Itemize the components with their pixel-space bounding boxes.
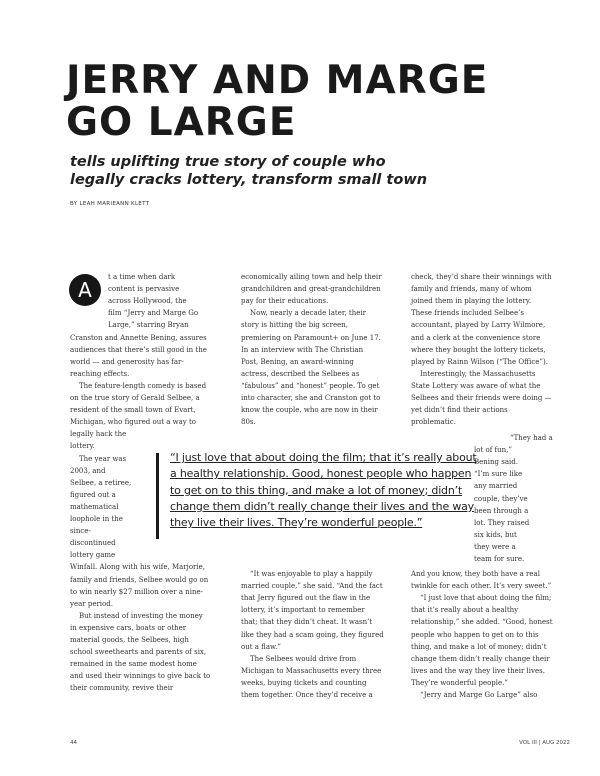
body-text-line: that; that they didn’t cheat. It wasn’t bbox=[241, 618, 373, 627]
body-text-line: on the true story of Gerald Selbee, a bbox=[70, 394, 200, 402]
body-text-line: These friends included Selbee’s bbox=[411, 309, 524, 318]
pull-quote-bar bbox=[156, 453, 159, 539]
body-text-line: where they bought the lottery tickets, bbox=[411, 345, 546, 354]
body-text-line: State Lottery was aware of what the bbox=[411, 381, 541, 390]
body-text-line: played by Rainn Wilson (“The Office”). bbox=[411, 357, 548, 366]
body-text-line: mathematical bbox=[70, 502, 119, 511]
body-text-line: and a clerk at the convenience store bbox=[411, 333, 541, 342]
pull-quote-line: they live their lives. They’re wonderful people.” bbox=[170, 516, 423, 530]
body-text-line: film “Jerry and Marge Go bbox=[108, 309, 199, 318]
body-text-line: The feature-length comedy is based bbox=[79, 381, 207, 390]
body-text-line: Michigan to Massachusetts every three bbox=[241, 666, 382, 675]
body-text-line: couple, they’ve bbox=[474, 494, 528, 503]
body-text-line: content is pervasive bbox=[108, 285, 180, 294]
body-text-line: since- bbox=[70, 527, 91, 536]
body-text-line: t a time when dark bbox=[108, 273, 176, 281]
pull-quote-line: to get on to this thing, and make a lot of money; didn’t bbox=[170, 483, 463, 497]
body-text-line: problematic. bbox=[411, 418, 456, 427]
issue-label: VOL III | AUG 2022 bbox=[519, 740, 570, 746]
body-text-line: “I just love that about doing the film; bbox=[420, 594, 552, 603]
body-text-line: like they had a scam going, they figured bbox=[241, 630, 384, 639]
article-subtitle-line-2: legally cracks lottery, transform small town bbox=[70, 172, 428, 188]
body-text-line: Winfall. Along with his wife, Marjorie, bbox=[70, 563, 206, 572]
body-text-line: material goods, the Selbees, high bbox=[70, 636, 189, 644]
body-text-line: story is hitting the big screen, bbox=[241, 321, 349, 330]
body-text-line: married couple,” she said. “And the fact bbox=[241, 582, 383, 591]
body-text-line: lottery, it’s important to remember bbox=[241, 606, 365, 615]
body-text-line: pay for their educations. bbox=[241, 297, 329, 306]
pull-quote-line: change them didn’t really change their lives and the way bbox=[170, 499, 474, 513]
body-text-line: loophole in the bbox=[70, 515, 123, 523]
body-text-line: “I’m sure like bbox=[474, 470, 523, 479]
body-text-line: Selbee, a retiree, bbox=[70, 478, 132, 487]
article-title-line-1: JERRY AND MARGE bbox=[66, 58, 489, 103]
article-subtitle bbox=[70, 153, 470, 189]
body-text-line: discontinued bbox=[70, 539, 116, 548]
body-text-line: actress, described the Selbees as bbox=[241, 369, 360, 378]
body-text-line: change them didn’t really change their bbox=[411, 654, 550, 663]
body-text-line: “It was enjoyable to play a happily bbox=[250, 570, 373, 578]
body-text-line: know the couple, who are now in their bbox=[241, 406, 378, 415]
body-text-line: weeks, buying tickets and counting bbox=[241, 678, 367, 687]
body-text-line: school sweethearts and parents of six, bbox=[70, 648, 207, 657]
body-text-line: Large,” starring Bryan bbox=[108, 321, 189, 330]
body-text-line: resident of the small town of Evart, bbox=[70, 406, 196, 415]
body-text-line: Post, Bening, an award-winning bbox=[241, 357, 354, 366]
body-text-line: them together. Once they’d receive a bbox=[241, 691, 373, 699]
body-text-line: accountant, played by Larry Wilmore, bbox=[411, 321, 546, 330]
byline: BY LEAH MARIEANN KLETT bbox=[70, 201, 150, 207]
body-text-line: six kids, but bbox=[474, 530, 517, 539]
body-text-line: lottery. bbox=[70, 442, 95, 451]
body-text-line: Cranston and Annette Bening, assures bbox=[70, 333, 207, 342]
article-title-line-2: GO LARGE bbox=[66, 100, 297, 145]
body-text-line: legally hack the bbox=[70, 430, 127, 439]
body-text-line: premiering on Paramount+ on June 17. bbox=[241, 333, 381, 342]
article-title bbox=[66, 60, 546, 144]
body-text-line: and used their winnings to give back to bbox=[70, 672, 211, 681]
body-text-line: thing, and make a lot of money; didn’t bbox=[411, 642, 547, 651]
body-text-line: lot. They raised bbox=[474, 518, 530, 527]
body-text-line: And you know, they both have a real bbox=[411, 570, 540, 578]
page-number: 44 bbox=[70, 740, 77, 746]
body-text-line: “fabulous” and “honest” people. To get bbox=[241, 381, 380, 390]
body-text-line: twinkle for each other. It’s very sweet.” bbox=[411, 582, 552, 591]
body-text-line: “They had a bbox=[510, 434, 553, 442]
pull-quote-line: “I just love that about doing the film; that it’s really about bbox=[170, 451, 477, 464]
body-text-line: Selbees and their friends were doing — bbox=[411, 394, 552, 402]
body-text-line: economically ailing town and help their bbox=[241, 273, 382, 281]
body-text-line: that it’s really about a healthy bbox=[411, 606, 519, 615]
body-text-line: 2003, and bbox=[70, 466, 106, 475]
body-text-line: Now, nearly a decade later, their bbox=[250, 309, 366, 318]
body-text-line: any married bbox=[474, 482, 518, 491]
body-text-line: audiences that there’s still good in the bbox=[70, 345, 207, 354]
body-text-line: people who happen to get on to this bbox=[411, 630, 539, 639]
body-text-line: lot of fun,” bbox=[474, 446, 512, 455]
body-text-line: Michigan, who figured out a way to bbox=[70, 418, 197, 427]
body-text-line: they were a bbox=[474, 542, 516, 551]
body-text-line: remained in the same modest home bbox=[70, 660, 197, 669]
body-text-line: But instead of investing the money bbox=[79, 611, 203, 620]
body-text-line: reaching effects. bbox=[70, 369, 130, 378]
body-text-line: The year was bbox=[79, 454, 127, 463]
body-text-line: In an interview with The Christian bbox=[241, 345, 364, 354]
body-text-line: family and friends, Selbee would go on bbox=[70, 575, 209, 584]
body-text-line: out a flaw.” bbox=[241, 642, 281, 651]
body-text-line: relationship,” she added. “Good, honest bbox=[411, 618, 553, 627]
body-text-line: year period. bbox=[70, 599, 113, 608]
body-text-line: to win nearly $27 million over a nine- bbox=[70, 587, 203, 596]
body-text-line: “Jerry and Marge Go Large” also bbox=[420, 691, 538, 699]
body-text-line: team for sure. bbox=[474, 555, 525, 563]
body-text-line: family and friends, many of whom bbox=[411, 285, 532, 294]
body-text-line: across Hollywood, the bbox=[108, 297, 187, 306]
body-text-line: into character, she and Cranston got to bbox=[241, 394, 381, 402]
body-text-line: that Jerry figured out the flaw in the bbox=[241, 594, 371, 603]
body-text-line: They’re wonderful people.” bbox=[411, 678, 508, 687]
body-text-line: joined them in playing the lottery. bbox=[411, 297, 532, 306]
body-text-line: yet didn’t find their actions bbox=[411, 406, 508, 415]
body-text-line: grandchildren and great-grandchildren bbox=[241, 285, 381, 294]
body-text-line: figured out a bbox=[70, 490, 116, 499]
body-text-line: check, they’d share their winnings with bbox=[411, 273, 552, 281]
body-text-line: 80s. bbox=[241, 418, 256, 427]
drop-cap: A bbox=[69, 274, 101, 306]
article-subtitle-line-1: tells uplifting true story of couple who bbox=[70, 154, 386, 170]
body-text-line: their community, revive their bbox=[70, 684, 174, 693]
body-text-line: been through a bbox=[474, 506, 529, 515]
pull-quote-line: a healthy relationship. Good, honest people who happen bbox=[170, 467, 472, 481]
body-text-line: in expensive cars, boats or other bbox=[70, 623, 187, 632]
body-text-line: Interestingly, the Massachusetts bbox=[420, 369, 536, 378]
body-text-line: Bening said. bbox=[474, 458, 518, 467]
body-text-line: The Selbees would drive from bbox=[250, 654, 357, 663]
body-text-line: lives and the way they live their lives. bbox=[411, 666, 545, 675]
body-text-line: world — and generosity has far- bbox=[70, 357, 184, 366]
body-text-line: lottery game bbox=[70, 551, 116, 560]
